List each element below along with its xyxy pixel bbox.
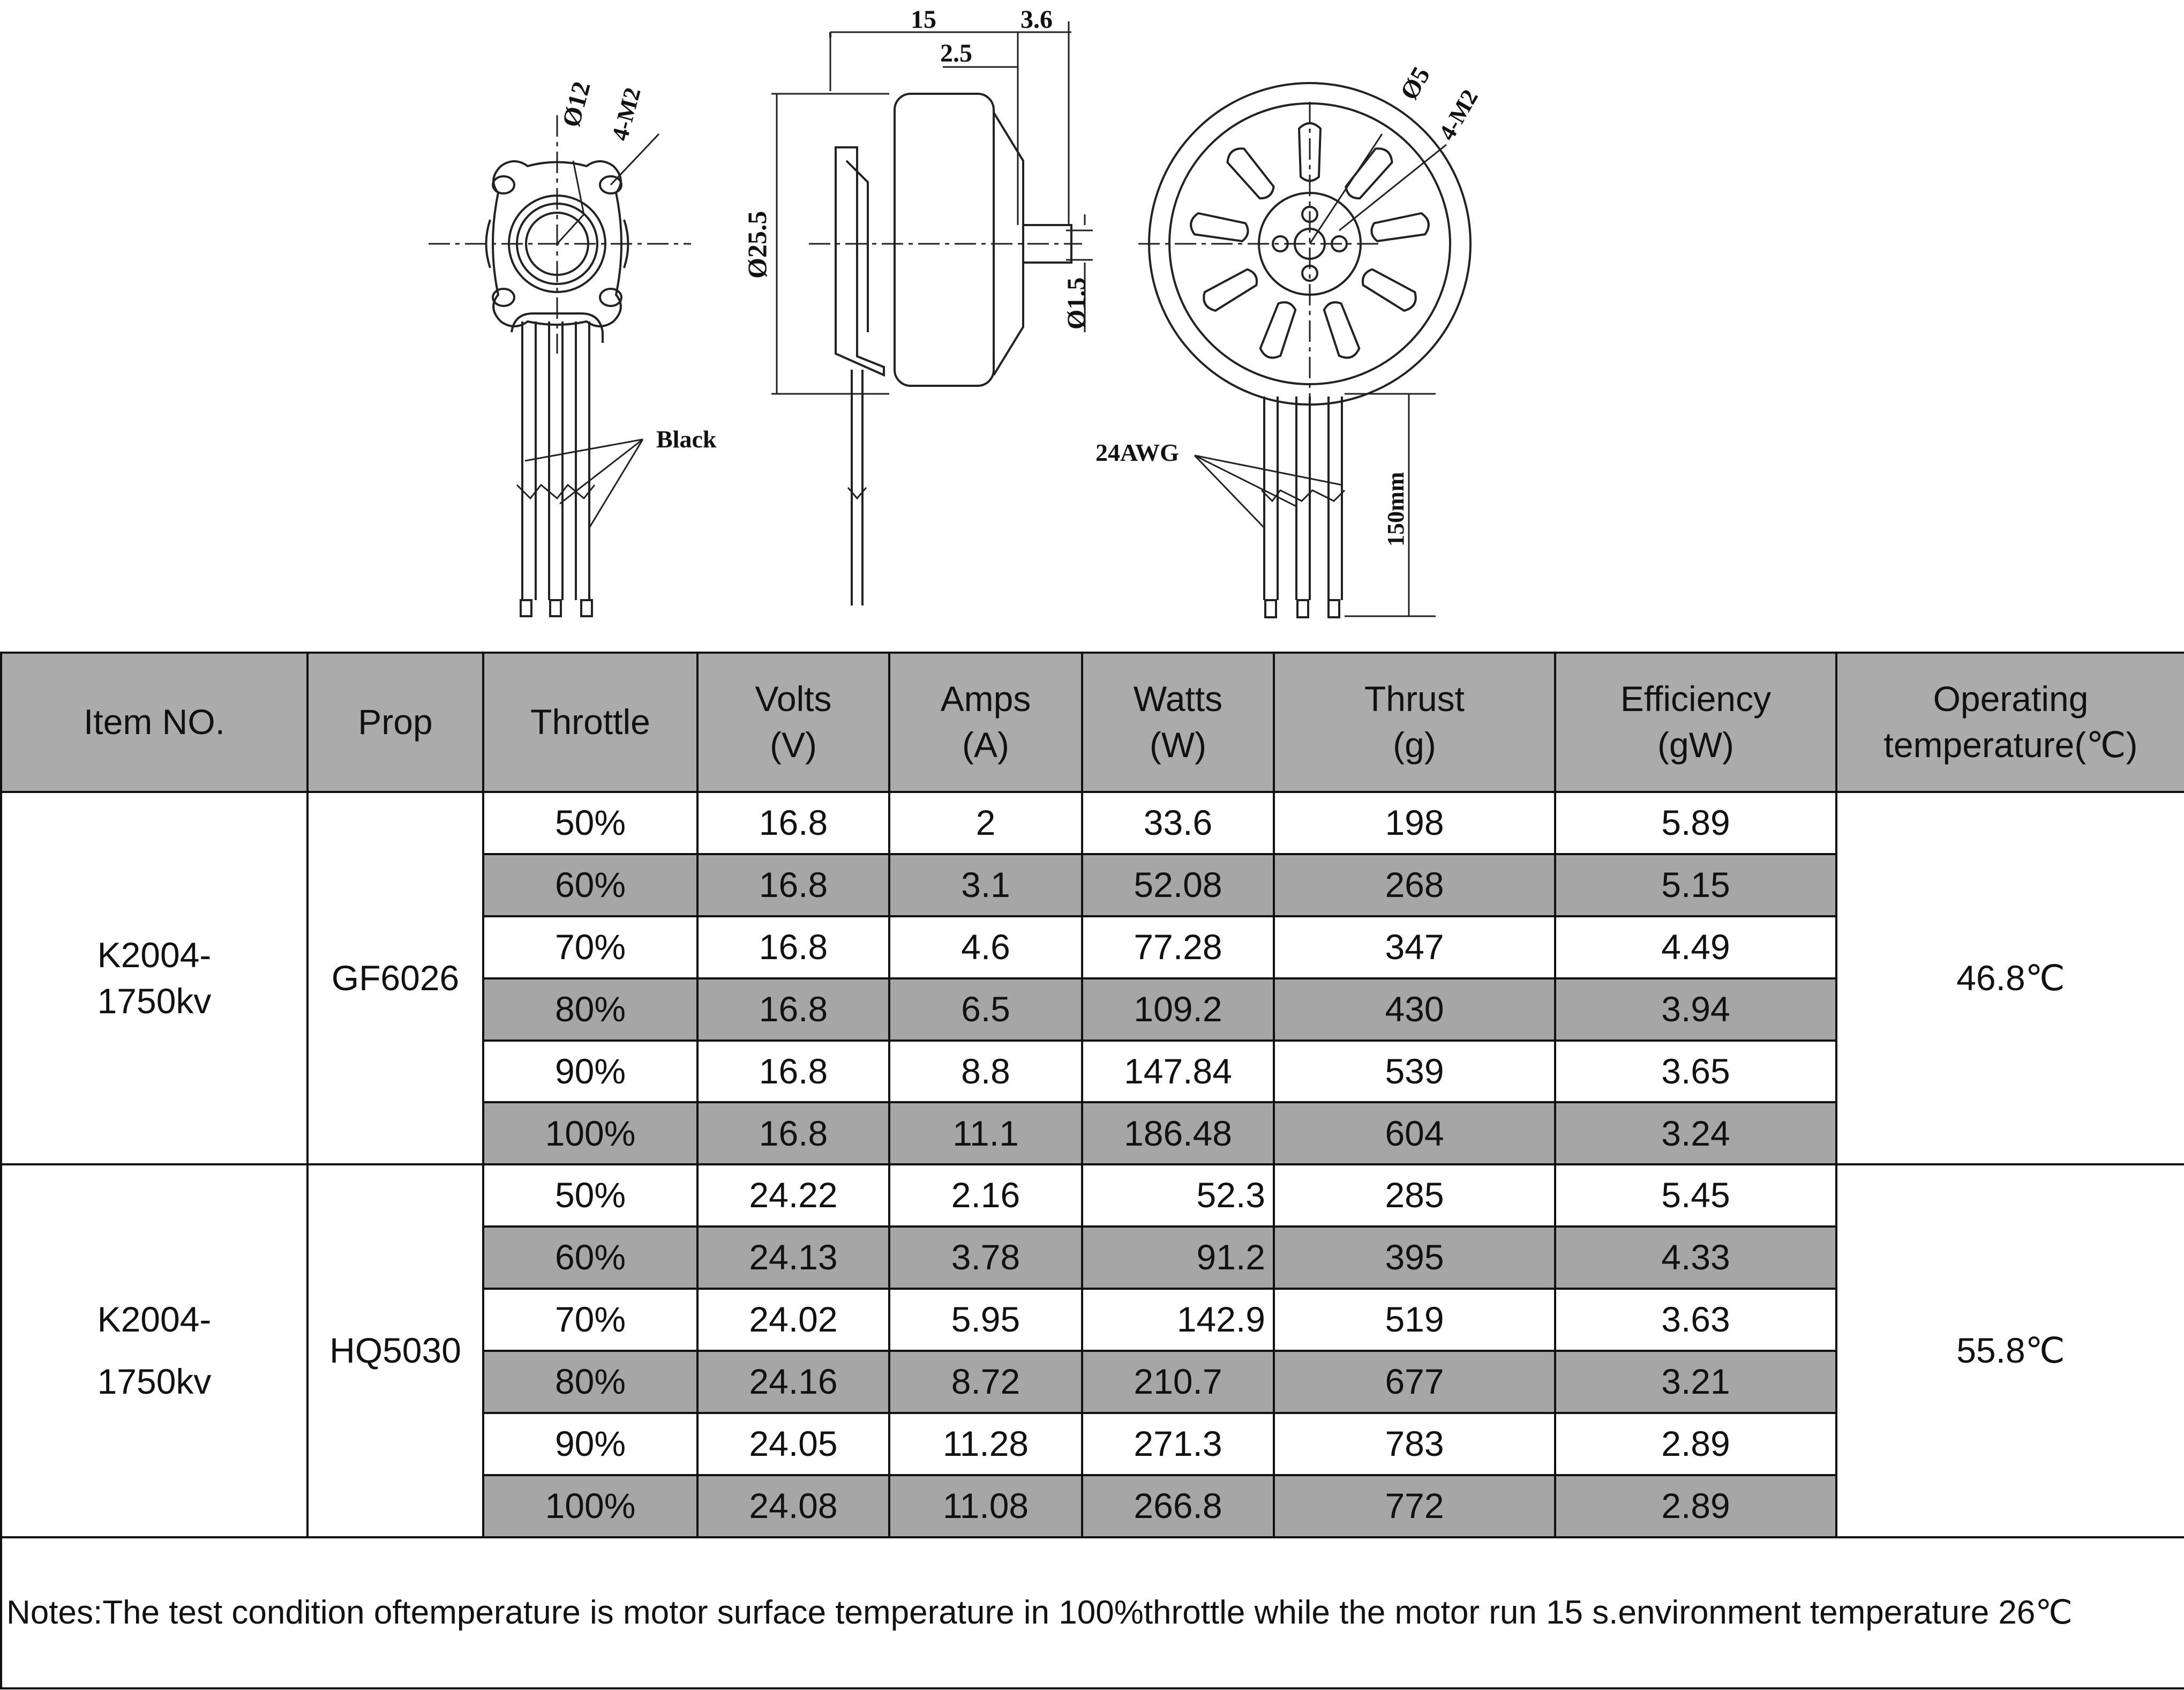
efficiency-cell: 3.94	[1555, 978, 1836, 1041]
amps-cell: 6.5	[889, 978, 1082, 1041]
watts-cell: 91.2	[1082, 1227, 1274, 1289]
operating-temp-cell: 46.8℃	[1836, 792, 2184, 1164]
header-thrust: Thrust (g)	[1274, 653, 1555, 792]
throttle-cell: 50%	[483, 792, 697, 854]
amps-cell: 11.28	[889, 1413, 1082, 1475]
dim-4m2-left-label: 4-M2	[606, 85, 646, 144]
table-row	[1, 1164, 2184, 1227]
efficiency-cell: 3.21	[1555, 1351, 1836, 1413]
watts-cell: 52.3	[1082, 1164, 1274, 1227]
thrust-cell: 198	[1274, 792, 1555, 854]
volts-cell: 16.8	[697, 854, 889, 916]
efficiency-cell: 3.24	[1555, 1102, 1836, 1164]
table-row	[1, 792, 2184, 854]
dim-3-6-label: 3.6	[1020, 5, 1053, 34]
amps-cell: 11.1	[889, 1102, 1082, 1164]
item-no-cell: K2004- 1750kv	[1, 1164, 307, 1537]
dim-15-label: 15	[911, 5, 936, 34]
amps-cell: 8.8	[889, 1041, 1082, 1103]
amps-cell: 3.1	[889, 854, 1082, 916]
volts-cell: 24.05	[697, 1413, 889, 1475]
dim-d5-label: Ø5	[1394, 62, 1436, 105]
header-throttle: Throttle	[483, 653, 697, 792]
watts-cell: 52.08	[1082, 854, 1274, 916]
black-wire-label: Black	[656, 425, 717, 453]
throttle-cell: 70%	[483, 1289, 697, 1351]
thrust-cell: 539	[1274, 1041, 1555, 1103]
watts-cell: 210.7	[1082, 1351, 1274, 1413]
thrust-cell: 285	[1274, 1164, 1555, 1227]
volts-cell: 24.16	[697, 1351, 889, 1413]
notes-text: Notes:The test condition oftemperature is motor surface temperature in 100%throttle while the motor run 15 s.environment temperature 26℃	[1, 1537, 2184, 1688]
thrust-cell: 677	[1274, 1351, 1555, 1413]
volts-cell: 24.22	[697, 1164, 889, 1227]
amps-cell: 8.72	[889, 1351, 1082, 1413]
amps-cell: 4.6	[889, 916, 1082, 978]
thrust-cell: 347	[1274, 916, 1555, 978]
volts-cell: 16.8	[697, 1041, 889, 1103]
watts-cell: 266.8	[1082, 1475, 1274, 1537]
mount-base-view	[429, 115, 691, 616]
table-header-row	[1, 653, 2184, 792]
thrust-cell: 430	[1274, 978, 1555, 1041]
efficiency-cell: 3.63	[1555, 1289, 1836, 1351]
header-amps: Amps (A)	[889, 653, 1082, 792]
dim-4m2-right-label: 4-M2	[1434, 85, 1483, 145]
prop-cell: GF6026	[307, 792, 483, 1164]
notes-row	[1, 1537, 2184, 1688]
efficiency-cell: 2.89	[1555, 1475, 1836, 1537]
efficiency-cell: 4.49	[1555, 916, 1836, 978]
dim-2-5-label: 2.5	[940, 39, 972, 68]
dim-150mm-label: 150mm	[1383, 472, 1409, 547]
throttle-cell: 60%	[483, 854, 697, 916]
header-watts: Watts (W)	[1082, 653, 1274, 792]
thrust-cell: 395	[1274, 1227, 1555, 1289]
operating-temp-cell: 55.8℃	[1836, 1164, 2184, 1537]
item-no-cell: K2004- 1750kv	[1, 792, 307, 1164]
watts-cell: 109.2	[1082, 978, 1274, 1041]
thrust-cell: 604	[1274, 1102, 1555, 1164]
dim-d1-5-label: Ø1.5	[1062, 277, 1091, 330]
efficiency-cell: 3.65	[1555, 1041, 1836, 1103]
motor-technical-drawing	[0, 0, 2184, 651]
header-operating-temp: Operating temperature(℃)	[1836, 653, 2184, 792]
prop-cell: HQ5030	[307, 1164, 483, 1537]
header-item-no: Item NO.	[1, 653, 307, 792]
efficiency-cell: 5.89	[1555, 792, 1836, 854]
watts-cell: 186.48	[1082, 1102, 1274, 1164]
volts-cell: 16.8	[697, 916, 889, 978]
throttle-cell: 80%	[483, 978, 697, 1041]
throttle-cell: 90%	[483, 1413, 697, 1475]
volts-cell: 16.8	[697, 978, 889, 1041]
volts-cell: 16.8	[697, 1102, 889, 1164]
volts-cell: 24.08	[697, 1475, 889, 1537]
throttle-cell: 90%	[483, 1041, 697, 1103]
dim-d25-5-label: Ø25.5	[742, 211, 772, 279]
dim-d12-label: Ø12	[557, 78, 596, 130]
watts-cell: 271.3	[1082, 1413, 1274, 1475]
header-prop: Prop	[307, 653, 483, 792]
volts-cell: 16.8	[697, 792, 889, 854]
throttle-cell: 60%	[483, 1227, 697, 1289]
watts-cell: 33.6	[1082, 792, 1274, 854]
thrust-cell: 783	[1274, 1413, 1555, 1475]
watts-cell: 77.28	[1082, 916, 1274, 978]
thrust-cell: 772	[1274, 1475, 1555, 1537]
motor-side-view	[771, 21, 1093, 605]
header-volts: Volts (V)	[697, 653, 889, 792]
throttle-cell: 50%	[483, 1164, 697, 1227]
motor-front-view	[1138, 83, 1470, 617]
throttle-cell: 70%	[483, 916, 697, 978]
throttle-cell: 100%	[483, 1102, 697, 1164]
watts-cell: 147.84	[1082, 1041, 1274, 1103]
motor-spec-table	[0, 652, 2184, 1689]
thrust-cell: 519	[1274, 1289, 1555, 1351]
awg-wire-label: 24AWG	[1095, 439, 1179, 466]
watts-cell: 142.9	[1082, 1289, 1274, 1351]
amps-cell: 3.78	[889, 1227, 1082, 1289]
throttle-cell: 100%	[483, 1475, 697, 1537]
amps-cell: 5.95	[889, 1289, 1082, 1351]
volts-cell: 24.13	[697, 1227, 889, 1289]
thrust-cell: 268	[1274, 854, 1555, 916]
header-efficiency: Efficiency (gW)	[1555, 653, 1836, 792]
amps-cell: 11.08	[889, 1475, 1082, 1537]
volts-cell: 24.02	[697, 1289, 889, 1351]
efficiency-cell: 5.45	[1555, 1164, 1836, 1227]
amps-cell: 2	[889, 792, 1082, 854]
efficiency-cell: 5.15	[1555, 854, 1836, 916]
amps-cell: 2.16	[889, 1164, 1082, 1227]
efficiency-cell: 2.89	[1555, 1413, 1836, 1475]
throttle-cell: 80%	[483, 1351, 697, 1413]
efficiency-cell: 4.33	[1555, 1227, 1836, 1289]
